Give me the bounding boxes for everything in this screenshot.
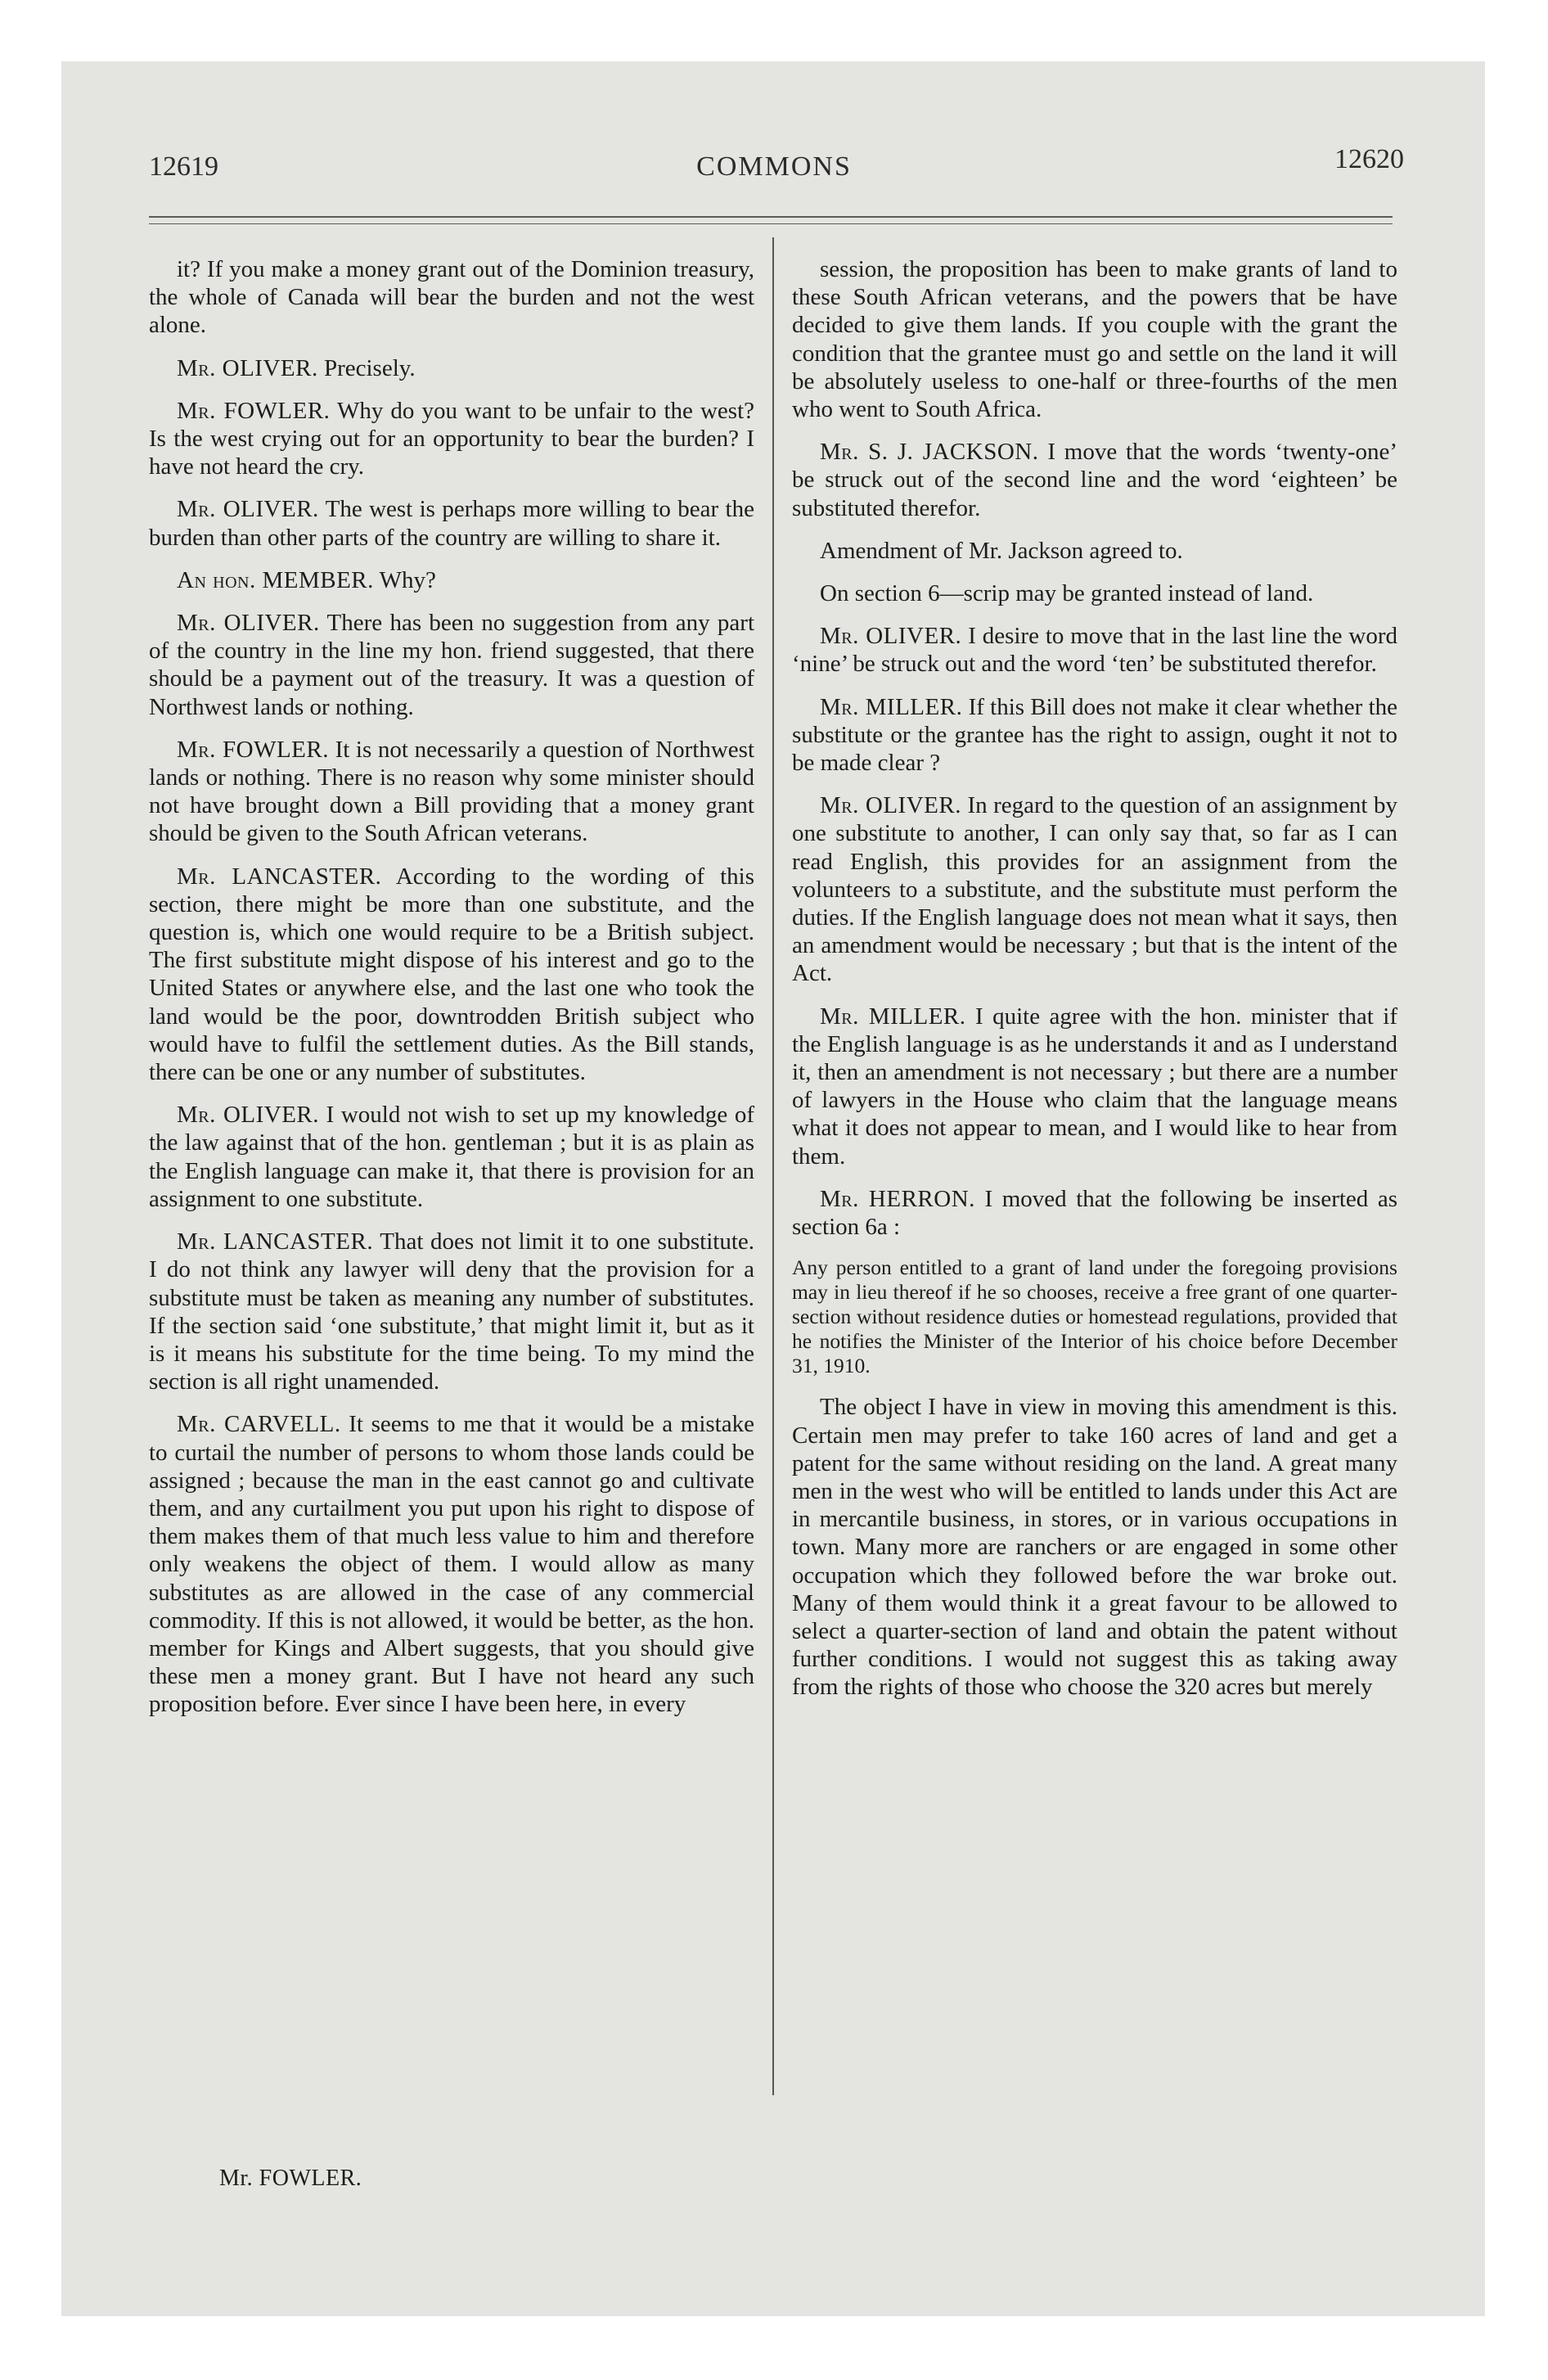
speaker-name: Mr. S. J. JACKSON.: [820, 439, 1039, 466]
paragraph: [792, 1185, 1397, 1241]
footer-speaker: Mr. FOWLER.: [219, 2166, 362, 2191]
paragraph: [149, 736, 754, 848]
paragraph-text: Amendment of Mr. Jackson agreed to.: [820, 537, 1183, 564]
paragraph: [792, 791, 1397, 987]
paragraph-text: The west is perhaps more willing to bear the burden than other parts of the country are willing to share it.: [149, 496, 754, 551]
paragraph-text: It seems to me that it would be a mistake to curtail the number of persons to whom those lands could be assigned ; because the man in the east cannot go and cultivate them, and any curtailment you put upon his right to dispose of them makes them of that much less value to him and therefore only weakens the object of them. I would allow as many substitutes as are allowed in the case of any commercial commodity. If this is not allowed, it would be better, as the hon. member for Kings and Albert suggests, that you should give these men a money grant. But I have not heard any such proposition before. Ever since I have been here, in every: [149, 1411, 754, 1718]
column-divider: [772, 237, 774, 2095]
paragraph: [792, 537, 1397, 565]
paragraph-text: session, the proposition has been to make grants of land to these South African veterans, and the powers that be have decided to give them lands. If you couple with the grant the condition that the grantee must go and settle on the land it will be absolutely useless to one-half or three-fourths of the men who went to South Africa.: [792, 256, 1397, 423]
paragraph: [792, 255, 1397, 423]
speaker-name: Mr. OLIVER.: [177, 610, 320, 637]
paragraph-text: The object I have in view in moving this amendment is this. Certain men may prefer to take 160 acres of land and get a patent for the same without residing on the land. A great many men in the west who will be entitled to lands under this Act are in mercantile business, in stores, or in various occupations in town. Many more are ranchers or are engaged in some other occupation which they followed before the war broke out. Many of them would think it a great favour to be allowed to select a quarter-section of land and obtain the patent without further conditions. I would not suggest this as taking away from the rights of those who choose the 320 acres but merely: [792, 1394, 1397, 1701]
paragraph: [792, 1003, 1397, 1170]
paragraph: [149, 863, 754, 1087]
speaker-name: Mr. OLIVER.: [820, 792, 961, 819]
page-number-left: 12619: [149, 151, 218, 182]
paragraph: [149, 255, 754, 340]
paragraph: [792, 438, 1397, 522]
speaker-name: Mr. LANCASTER.: [177, 863, 382, 890]
paragraph: [149, 495, 754, 551]
paragraph-text: Why do you want to be unfair to the west? Is the west crying out for an opportunity to bear the burden? I have not heard the cry.: [149, 397, 754, 480]
left-column: [149, 255, 754, 1733]
header-rule-thin: [149, 223, 1393, 224]
speaker-name: Mr. MILLER.: [820, 1003, 966, 1030]
paragraph: [149, 609, 754, 721]
paragraph: [149, 1228, 754, 1395]
paragraph-text: If this Bill does not make it clear whether the substitute or the grantee has the right to assign, ought it not to be made clear ?: [792, 693, 1397, 777]
paragraph: [792, 1393, 1397, 1701]
speaker-name: Mr. OLIVER.: [177, 1102, 320, 1129]
paragraph: [149, 566, 754, 594]
speaker-name: Mr. FOWLER.: [177, 736, 329, 763]
speaker-name: Mr. OLIVER.: [177, 496, 319, 523]
page-number-right: 12620: [1334, 144, 1404, 174]
paragraph-text: I moved that the following be inserted as section 6a :: [792, 1185, 1397, 1241]
paragraph-text: That does not limit it to one substitute. I do not think any lawyer will deny that the provision for a substitute must be taken as meaning any number of substitutes. If the section said ‘one substitute,’ that might limit it, but as it is it means his substitute for the time being. To my mind the section is all right unamended.: [149, 1228, 754, 1395]
speaker-name: Mr. OLIVER.: [820, 623, 962, 650]
speaker-name: Mr. MILLER.: [820, 693, 963, 720]
paragraph-text: it? If you make a money grant out of the Dominion treasury, the whole of Canada will bear the burden and not the west alone.: [149, 256, 754, 339]
paragraph: [149, 397, 754, 481]
paragraph-text: It is not necessarily a question of Northwest lands or nothing. There is no reason why some minister should not have brought down a Bill providing that a money grant should be given to the South African veterans.: [149, 736, 755, 847]
speaker-name: An hon. MEMBER.: [177, 566, 374, 593]
paragraph: [149, 354, 754, 382]
quoted-text: [792, 1255, 1397, 1378]
paragraph-text: There has been no suggestion from any part of the country in the line my hon. friend suggested, that there should be a payment out of the treasury. It was a question of Northwest lands or nothing.: [149, 610, 754, 720]
paragraph-text: Why?: [379, 566, 436, 593]
paragraph-text: Precisely.: [323, 354, 416, 381]
speaker-name: Mr. CARVELL.: [177, 1411, 341, 1438]
paragraph-text: In regard to the question of an assignment by one substitute to another, I can only say that, so far as I can read English, this provides for an assignment from the volunteers to a substitute, and the substitute must perform the duties. If the English language does not mean what it says, then an amendment would be necessary ; but that is the intent of the Act.: [792, 792, 1397, 987]
speaker-name: Mr. HERRON.: [820, 1185, 975, 1212]
paragraph: [149, 1410, 754, 1718]
page-title: COMMONS: [696, 151, 852, 182]
speaker-name: Mr. OLIVER.: [177, 354, 318, 381]
paragraph: [149, 1101, 754, 1213]
paragraph-text: I would not wish to set up my knowledge of the law against that of the hon. gentleman ; but it is as plain as the English language can make it, that there is provision for an assignment to one substitute.: [149, 1102, 754, 1212]
paragraph: [792, 622, 1397, 678]
header-rule: [149, 216, 1393, 218]
paragraph-text: Any person entitled to a grant of land under the foregoing provisions may in lieu thereof if he so chooses, receive a free grant of one quarter-section without residence duties or homestead regulations, provided that he notifies the Minister of the Interior of his choice before December 31, 1910.: [792, 1255, 1397, 1378]
paragraph-text: I desire to move that in the last line the word ‘nine’ be struck out and the word ‘ten’ be substituted therefor.: [792, 623, 1397, 678]
speaker-name: Mr. LANCASTER.: [177, 1228, 374, 1255]
right-column: [792, 255, 1397, 1716]
paragraph-text: I move that the words ‘twenty-one’ be struck out of the second line and the word ‘eighteen’ be substituted therefor.: [792, 439, 1397, 521]
paragraph-text: On section 6—scrip may be granted instead of land.: [820, 580, 1314, 607]
paragraph: [792, 579, 1397, 607]
paragraph-text: According to the wording of this section, there might be more than one substitute, and the question is, which one would require to be a British subject. The first substitute might dispose of his interest and go to the United States or anywhere else, and the last one who took the land would be the poor, downtrodden British subject who would have to fulfil the settlement duties. As the Bill stands, there can be one or any number of substitutes.: [149, 863, 754, 1086]
paragraph: [792, 693, 1397, 778]
speaker-name: Mr. FOWLER.: [177, 397, 331, 424]
paragraph-text: I quite agree with the hon. minister that if the English language is as he understands it and as I understand it, then an amendment is not necessary ; but there are a number of lawyers in the House who claim that the language means what it does not appear to mean, and I would like to hear from them.: [792, 1003, 1397, 1170]
